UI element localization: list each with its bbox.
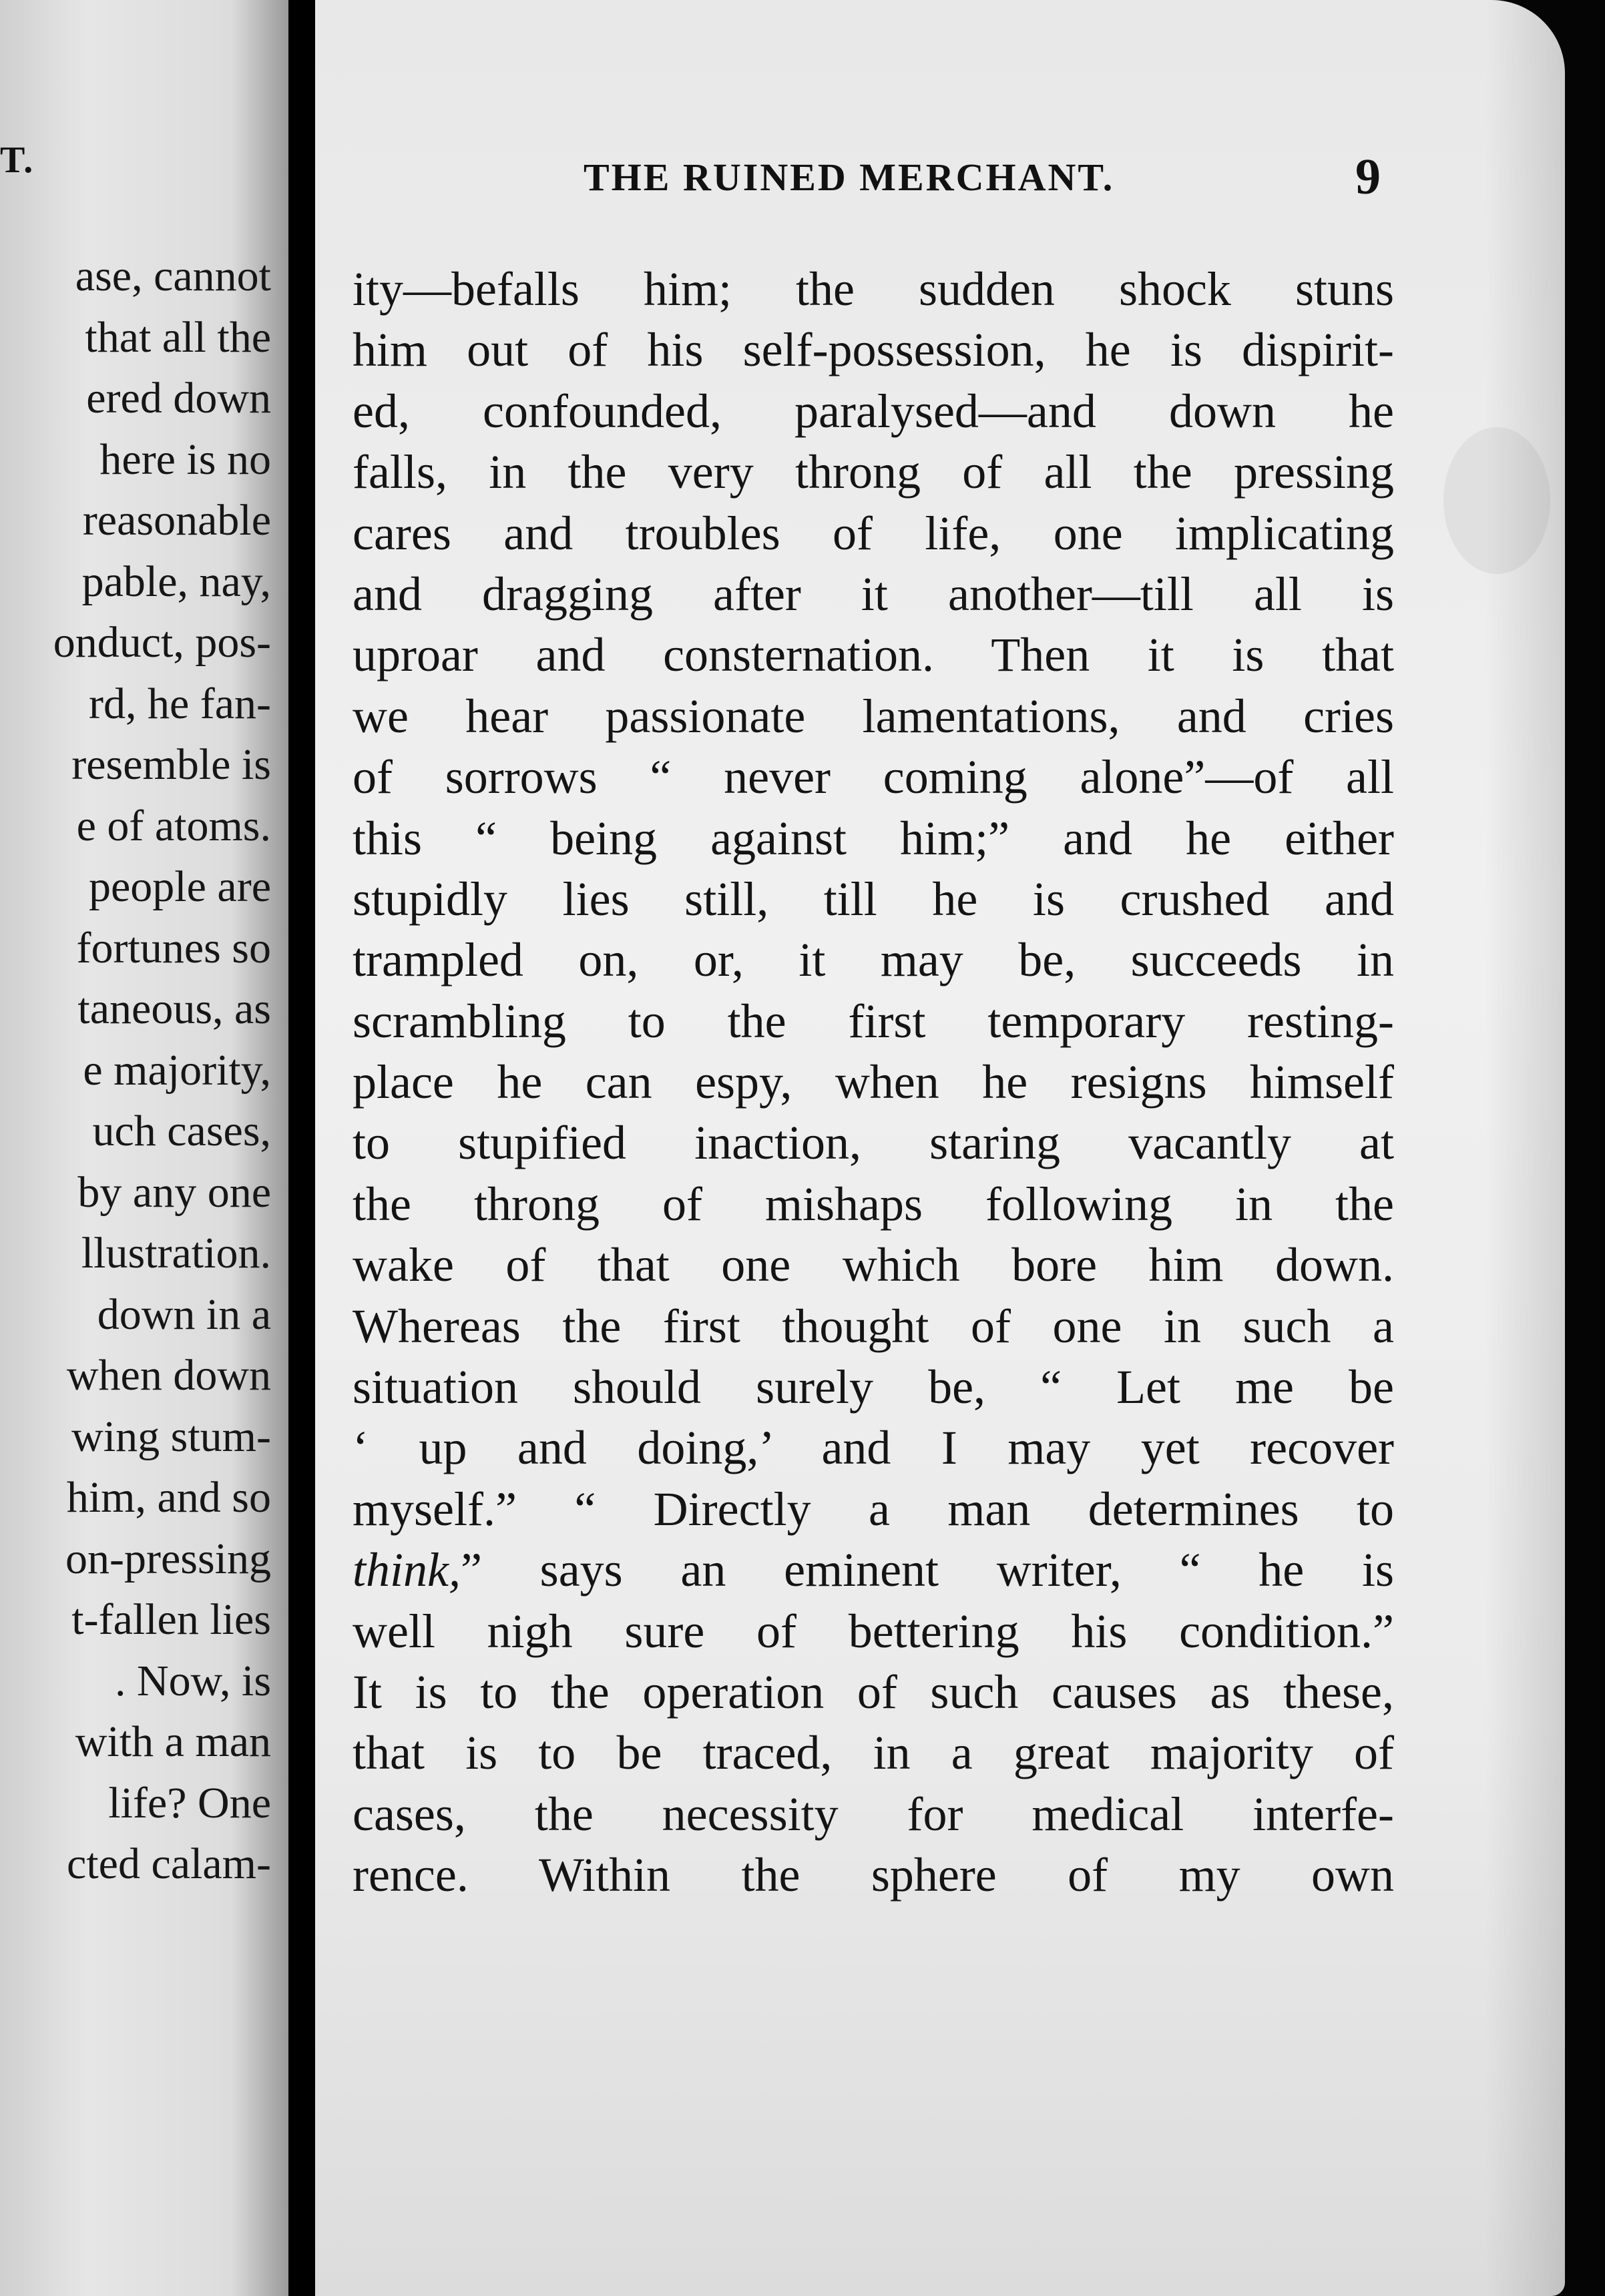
previous-page-line: reasonable bbox=[82, 496, 271, 545]
previous-page-line: ase, cannot bbox=[75, 252, 271, 300]
text-line: scrambling to the first temporary resting- bbox=[353, 994, 1394, 1048]
previous-page-line: here is no bbox=[99, 435, 271, 484]
text-line: It is to the operation of such causes as these, bbox=[353, 1665, 1394, 1719]
current-page bbox=[315, 0, 1565, 2296]
previous-page-text bbox=[0, 246, 271, 1895]
previous-page-line: that all the bbox=[85, 312, 271, 362]
previous-page-line: . Now, is bbox=[114, 1656, 271, 1705]
text-line: the throng of mishaps following in the bbox=[353, 1177, 1394, 1231]
text-line: myself.” “ Directly a man determines to bbox=[353, 1482, 1394, 1536]
previous-page-line: e of atoms. bbox=[76, 801, 271, 850]
text-line: we hear passionate lamentations, and cries bbox=[353, 689, 1394, 743]
text-line: cares and troubles of life, one implicating bbox=[353, 506, 1394, 560]
text-line: rence. Within the sphere of my own bbox=[353, 1848, 1394, 1902]
text-line: uproar and consternation. Then it is that bbox=[353, 628, 1394, 682]
text-line: this “ being against him;” and he either bbox=[353, 811, 1394, 865]
previous-page-line: uch cases, bbox=[92, 1107, 271, 1155]
previous-page-line: fortunes so bbox=[76, 923, 271, 972]
previous-page-line: people are bbox=[89, 862, 271, 911]
previous-page-line: him, and so bbox=[66, 1473, 271, 1522]
text-line: place he can espy, when he resigns himself bbox=[353, 1055, 1394, 1109]
text-line: wake of that one which bore him down. bbox=[353, 1238, 1394, 1292]
running-head: THE RUINED MERCHANT. bbox=[584, 156, 1115, 199]
previous-page bbox=[0, 0, 288, 2296]
previous-page-line: cted calam- bbox=[67, 1839, 271, 1888]
page-number: 9 bbox=[1355, 149, 1381, 205]
text-line: falls, in the very throng of all the pressing bbox=[353, 445, 1394, 499]
previous-page-line: ered down bbox=[86, 374, 271, 422]
previous-page-line: on-pressing bbox=[65, 1534, 271, 1583]
previous-page-line: pable, nay, bbox=[81, 557, 271, 606]
text-line: that is to be traced, in a great majority of bbox=[353, 1726, 1394, 1780]
previous-page-line: llustration. bbox=[81, 1229, 271, 1277]
page-body-text bbox=[353, 259, 1394, 1906]
previous-page-line: t-fallen lies bbox=[71, 1595, 271, 1644]
text-line: ity—befalls him; the sudden shock stuns bbox=[353, 262, 1394, 316]
binding-gutter bbox=[288, 0, 315, 2296]
text-line: and dragging after it another—till all is bbox=[353, 567, 1394, 621]
text-line: situation should surely be, “ Let me be bbox=[353, 1360, 1394, 1414]
text-line: stupidly lies still, till he is crushed and bbox=[353, 872, 1394, 926]
previous-page-line: by any one bbox=[77, 1167, 271, 1217]
page-stain bbox=[1443, 427, 1550, 574]
previous-page-line: wing stum- bbox=[71, 1412, 271, 1461]
previous-page-line: with a man bbox=[75, 1717, 271, 1766]
previous-page-line: when down bbox=[66, 1351, 271, 1400]
previous-page-running-head: T. bbox=[0, 139, 35, 181]
text-line: cases, the necessity for medical interfe- bbox=[353, 1787, 1394, 1841]
text-line: trampled on, or, it may be, succeeds in bbox=[353, 933, 1394, 987]
text-line: think,” says an eminent writer, “ he is bbox=[353, 1543, 1394, 1597]
text-line: Whereas the first thought of one in such a bbox=[353, 1299, 1394, 1353]
text-line: well nigh sure of bettering his condition.” bbox=[353, 1604, 1394, 1658]
previous-page-line: down in a bbox=[97, 1289, 271, 1339]
text-line: ed, confounded, paralysed—and down he bbox=[353, 384, 1394, 438]
previous-page-line: e majority, bbox=[83, 1045, 271, 1095]
text-line: of sorrows “ never coming alone”—of all bbox=[353, 750, 1394, 804]
previous-page-line: onduct, pos- bbox=[53, 618, 271, 667]
previous-page-line: taneous, as bbox=[77, 984, 271, 1033]
previous-page-line: life? One bbox=[108, 1778, 271, 1827]
text-line: to stupified inaction, staring vacantly at bbox=[353, 1116, 1394, 1170]
text-line: ‘ up and doing,’ and I may yet recover bbox=[353, 1421, 1394, 1475]
previous-page-line: resemble is bbox=[71, 740, 271, 789]
text-line: him out of his self-possession, he is dispirit- bbox=[353, 323, 1394, 377]
previous-page-line: rd, he fan- bbox=[88, 679, 271, 728]
